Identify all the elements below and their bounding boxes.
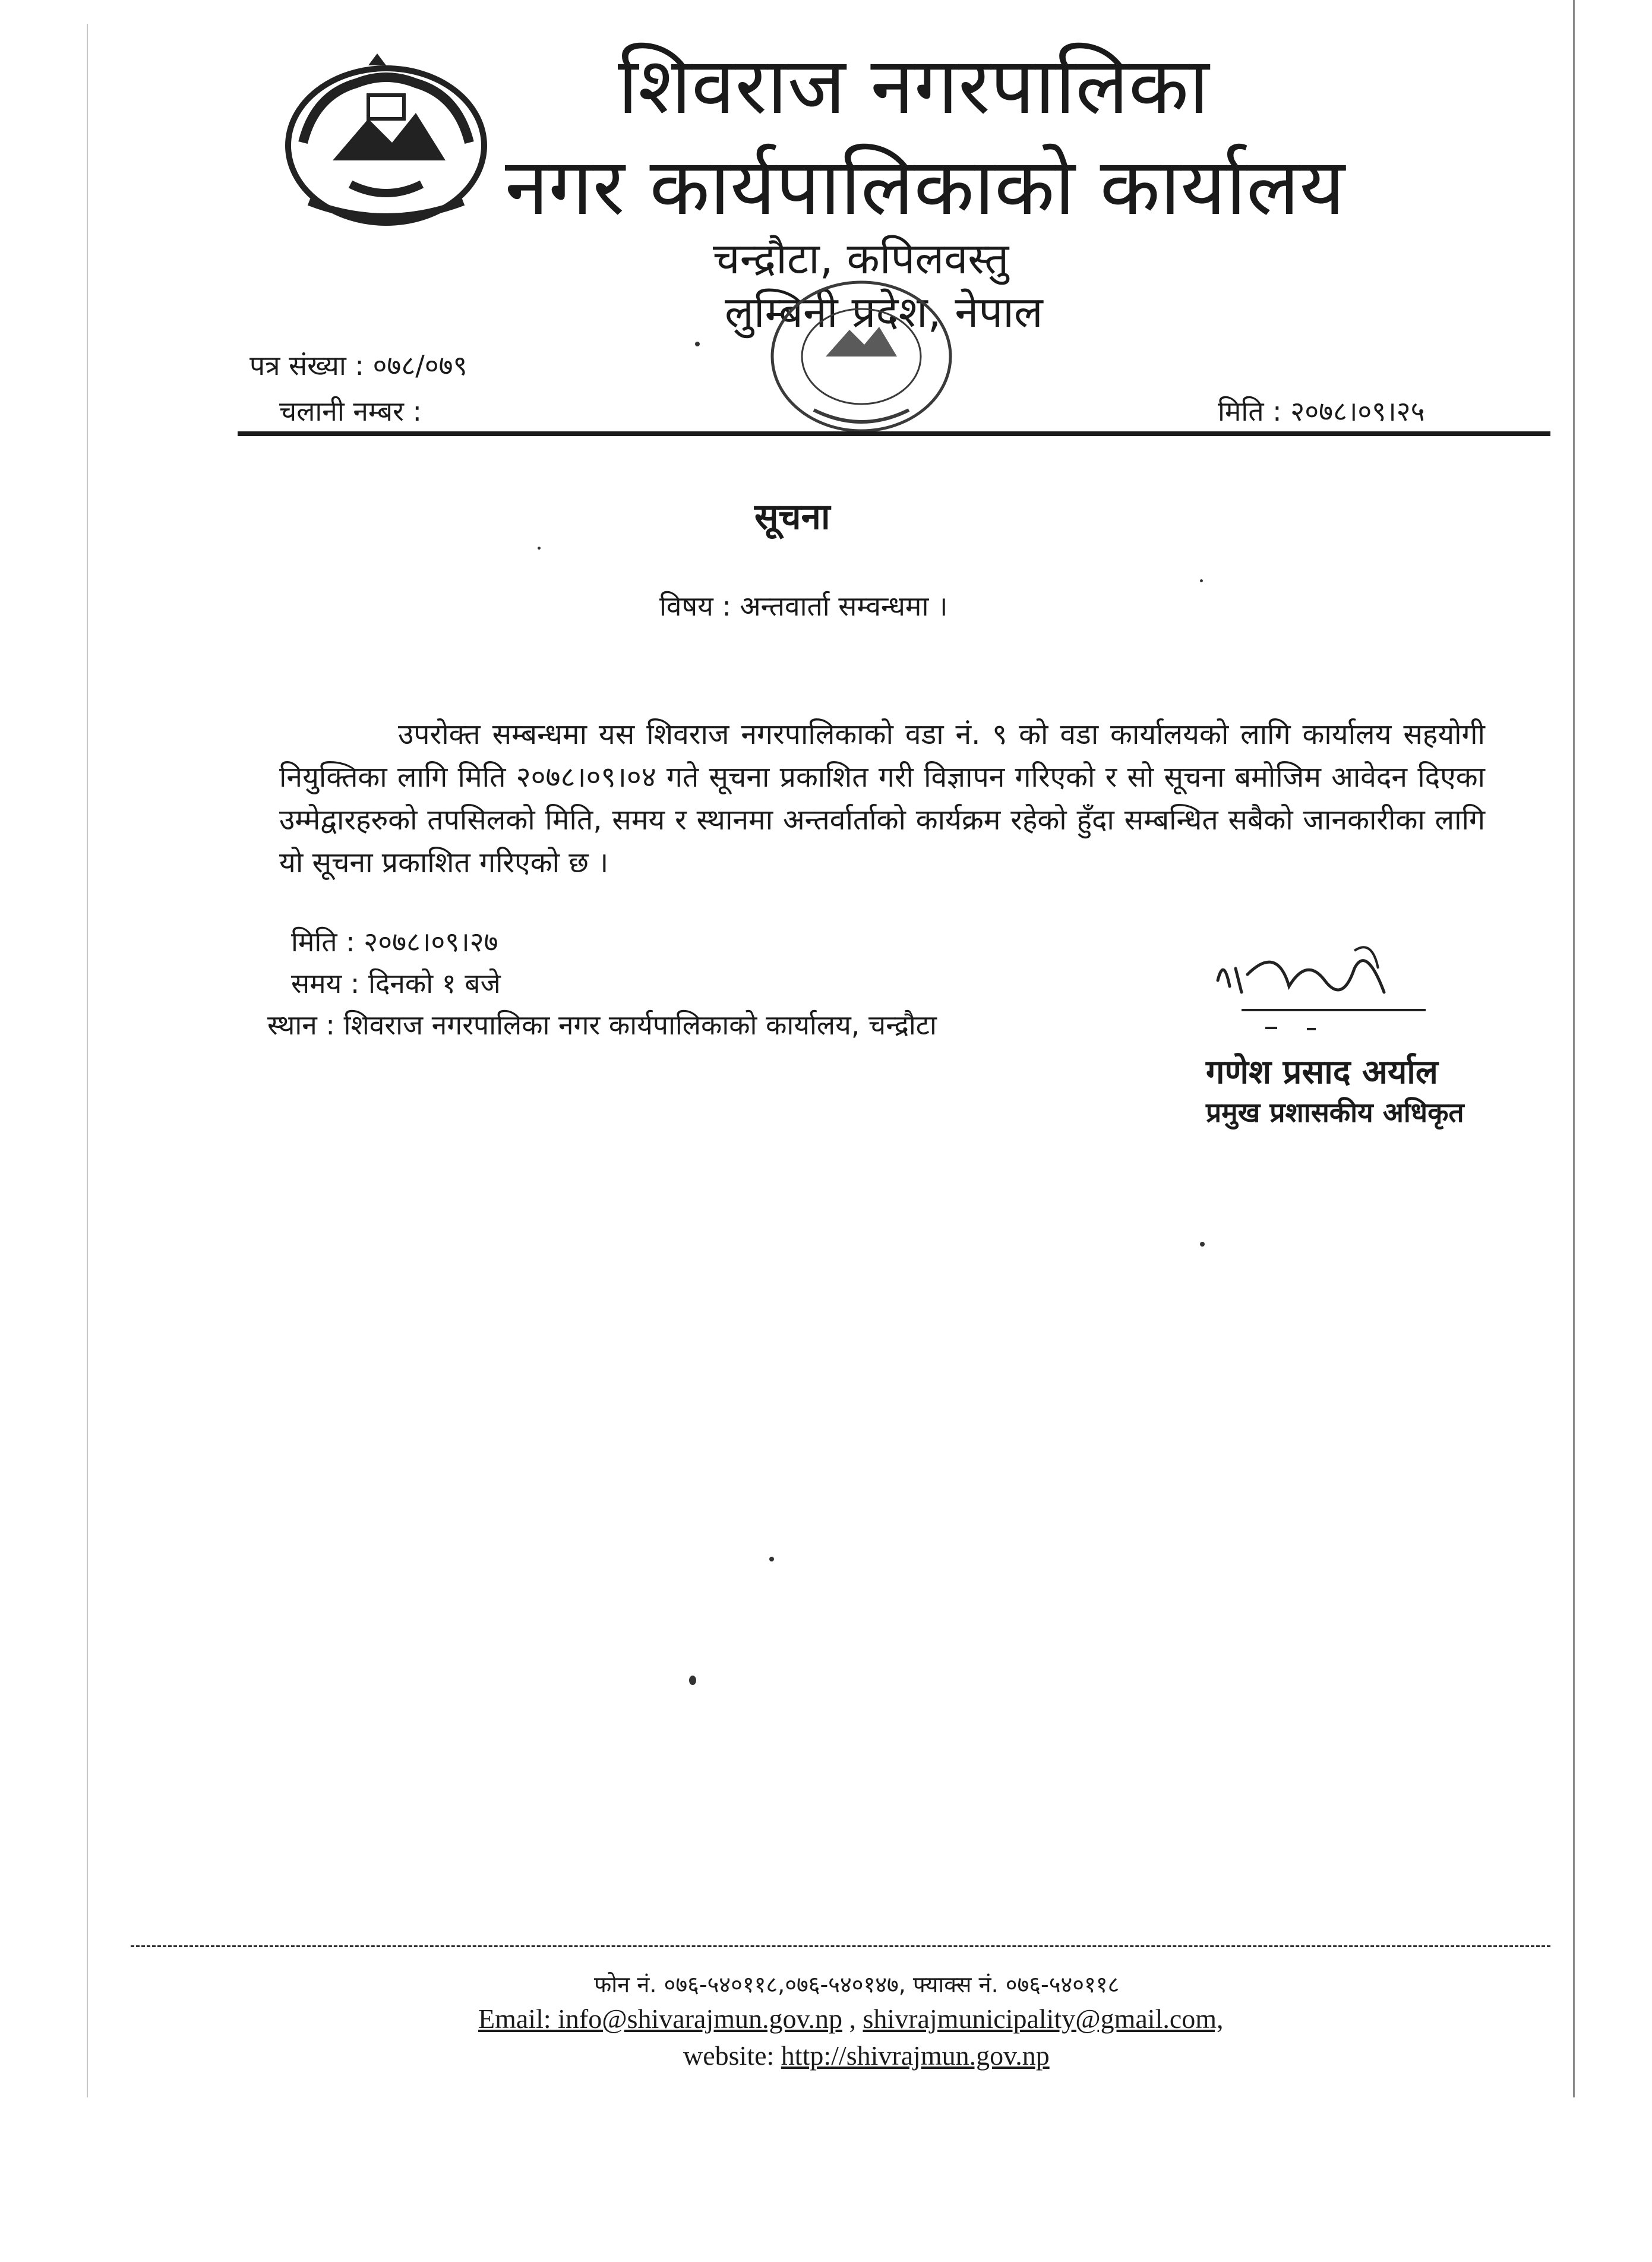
notice-title: सूचना	[754, 496, 830, 538]
nepal-emblem-icon	[279, 53, 493, 232]
handwritten-signature	[1206, 933, 1432, 1034]
scan-speck	[695, 342, 700, 346]
notice-body: उपरोक्त सम्बन्धमा यस शिवराज नगरपालिकाको वडा नं. ९ को वडा कार्यालयको लागि कार्यालय सहयोगी नियुक्तिका लागि मिति २०७८।०९।०४ गते सूचना प्रकाशित गरी विज्ञापन गरिएको र सो सूचना बमोजिम आवेदन दिएका उम्मेद्वारहरुको तपसिलको मिति, समय र स्थानमा अन्तर्वार्ताको कार्यक्रम रहेको हुँदा सम्बन्धित सबैको जानकारीका लागि यो सूचना प्रकाशित गरिएको छ ।	[279, 718, 1485, 879]
interview-date: मिति : २०७८।०९।२७	[291, 926, 498, 958]
signatory-name: गणेश प्रसाद अर्याल	[1206, 1053, 1438, 1091]
interview-place: स्थान : शिवराज नगरपालिका नगर कार्यपालिकाको कार्यालय, चन्द्रौटा	[267, 1009, 937, 1041]
footer-email-separator: ,	[842, 2004, 863, 2034]
page-right-edge	[1573, 0, 1575, 2097]
footer-email-primary[interactable]: Email: info@shivarajmun.gov.np	[478, 2004, 843, 2034]
scan-speck	[538, 547, 541, 550]
footer-divider	[131, 1945, 1550, 1947]
office-name: नगर कार्यपालिकाको कार्यालय	[505, 141, 1345, 233]
municipality-name: शिवराज नगरपालिका	[618, 40, 1209, 132]
footer-website-link[interactable]: http://shivrajmun.gov.np	[781, 2040, 1050, 2071]
office-seal-stamp	[737, 261, 986, 458]
scan-speck	[1200, 579, 1203, 582]
footer-phone: फोन नं. ०७६-५४०११८,०७६-५४०१४७, फ्याक्स नं. ०७६-५४०११८	[594, 1971, 1120, 1998]
signatory-title: प्रमुख प्रशासकीय अधिकृत	[1206, 1096, 1464, 1128]
address-line-2: लुम्बिनी प्रदेश, नेपाल	[725, 287, 1043, 337]
notice-subject: विषय : अन्तवार्ता सम्वन्धमा ।	[659, 590, 948, 622]
footer-website-line	[683, 2039, 1050, 2072]
scan-speck	[689, 1676, 696, 1685]
scan-speck	[769, 1557, 774, 1561]
letter-number: पत्र संख्या : ०७८/०७९	[249, 349, 468, 381]
page-left-edge	[87, 24, 88, 2097]
footer-email-line	[478, 2002, 1224, 2036]
scan-speck	[1200, 1242, 1205, 1247]
address-line-1: चन्द्रौटा, कपिलवस्तु	[713, 234, 1009, 283]
header-divider	[238, 431, 1550, 436]
footer-email-secondary[interactable]: shivrajmunicipality@gmail.com,	[863, 2004, 1224, 2034]
footer-website-label: website:	[683, 2040, 781, 2071]
dispatch-number: चलानी नम्बर :	[279, 395, 422, 427]
interview-time: समय : दिनको १ बजे	[291, 967, 501, 999]
letter-date: मिति : २०७८।०९।२५	[1218, 395, 1425, 427]
